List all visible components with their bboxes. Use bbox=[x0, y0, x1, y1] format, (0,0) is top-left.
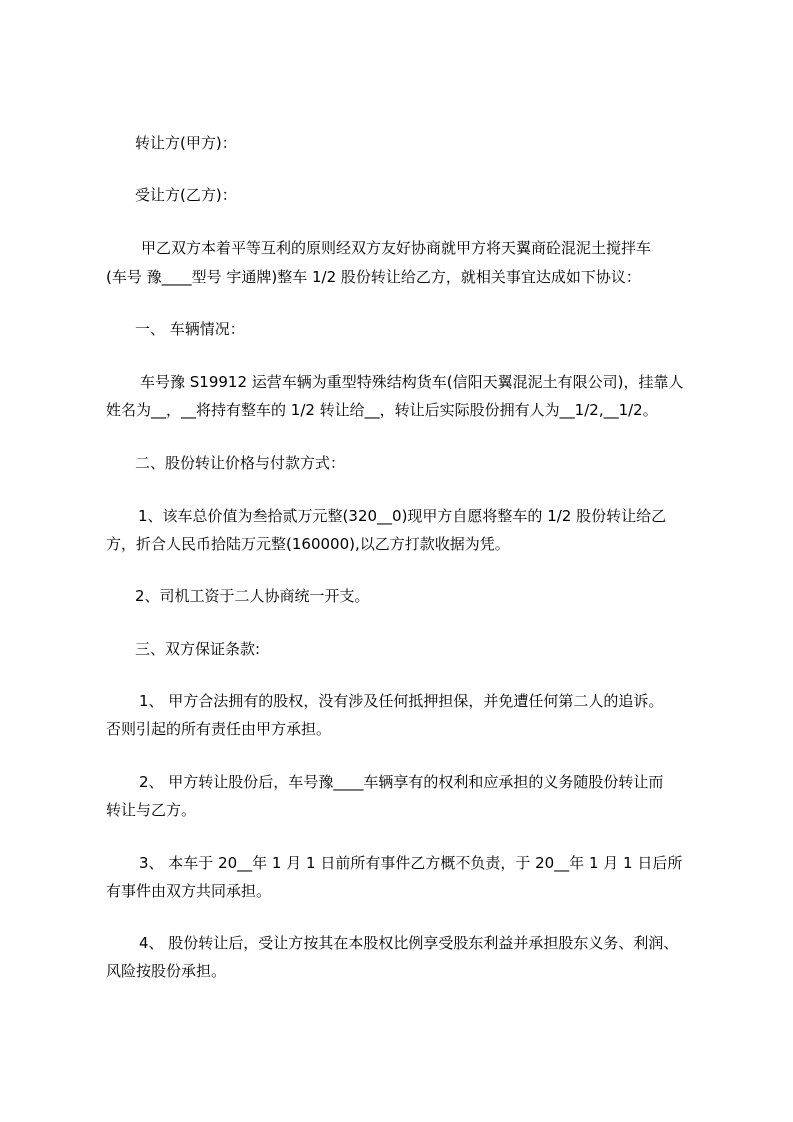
section-1-heading: 一、 车辆情况： bbox=[135, 320, 245, 338]
section-2-item-1-line-1: 1、该车总价值为叁拾贰万元整(320__0)现甲方自愿将整车的 1/2 股份转让给乙 bbox=[138, 507, 667, 525]
section-2-heading: 二、股份转让价格与付款方式： bbox=[135, 454, 346, 472]
section-3-heading: 三、双方保证条款: bbox=[135, 640, 261, 658]
section-3-item-1-line-2: 否则引起的所有责任由甲方承担。 bbox=[106, 720, 332, 738]
section-3-item-3-line-2: 有事件由双方共同承担。 bbox=[106, 882, 272, 900]
section-1-line-2: 姓名为__，__将持有整车的 1/2 转让给__，转让后实际股份拥有人为__1/2,__1/2。 bbox=[106, 401, 658, 419]
section-1-line-1: 车号豫 S19912 运营车辆为重型特殊结构货车(信阳天翼混泥土有限公司)，挂靠人 bbox=[140, 373, 684, 391]
section-3-item-4-line-2: 风险按股份承担。 bbox=[106, 962, 227, 980]
section-2-item-2: 2、司机工资于二人协商统一开支。 bbox=[135, 587, 370, 605]
intro-line-2: (车号 豫____型号 宇通牌)整车 1/2 股份转让给乙方，就相关事宜达成如下协议： bbox=[106, 268, 641, 286]
section-3-item-2-line-2: 转让与乙方。 bbox=[106, 801, 197, 819]
intro-line-1: 甲乙双方本着平等互利的原则经双方友好协商就甲方将天翼商砼混泥土搅拌车 bbox=[141, 239, 652, 257]
transferor-label: 转让方(甲方)： bbox=[135, 134, 237, 152]
section-3-item-2-line-1: 2、 甲方转让股份后，车号豫____车辆享有的权利和应承担的义务随股份转让而 bbox=[139, 773, 664, 791]
section-3-item-3-line-1: 3、 本车于 20__年 1 月 1 日前所有事件乙方概不负责，于 20__年 1 月 1 日后所 bbox=[139, 854, 683, 872]
section-3-item-4-line-1: 4、 股份转让后，受让方按其在本股权比例享受股东利益并承担股东义务、利润、 bbox=[139, 934, 679, 952]
section-2-item-1-line-2: 方，折合人民币拾陆万元整(160000),以乙方打款收据为凭。 bbox=[106, 535, 510, 553]
transferee-label: 受让方(乙方)： bbox=[135, 186, 237, 204]
section-3-item-1-line-1: 1、 甲方合法拥有的股权，没有涉及任何抵押担保，并免遭任何第二人的追诉。 bbox=[139, 692, 664, 710]
